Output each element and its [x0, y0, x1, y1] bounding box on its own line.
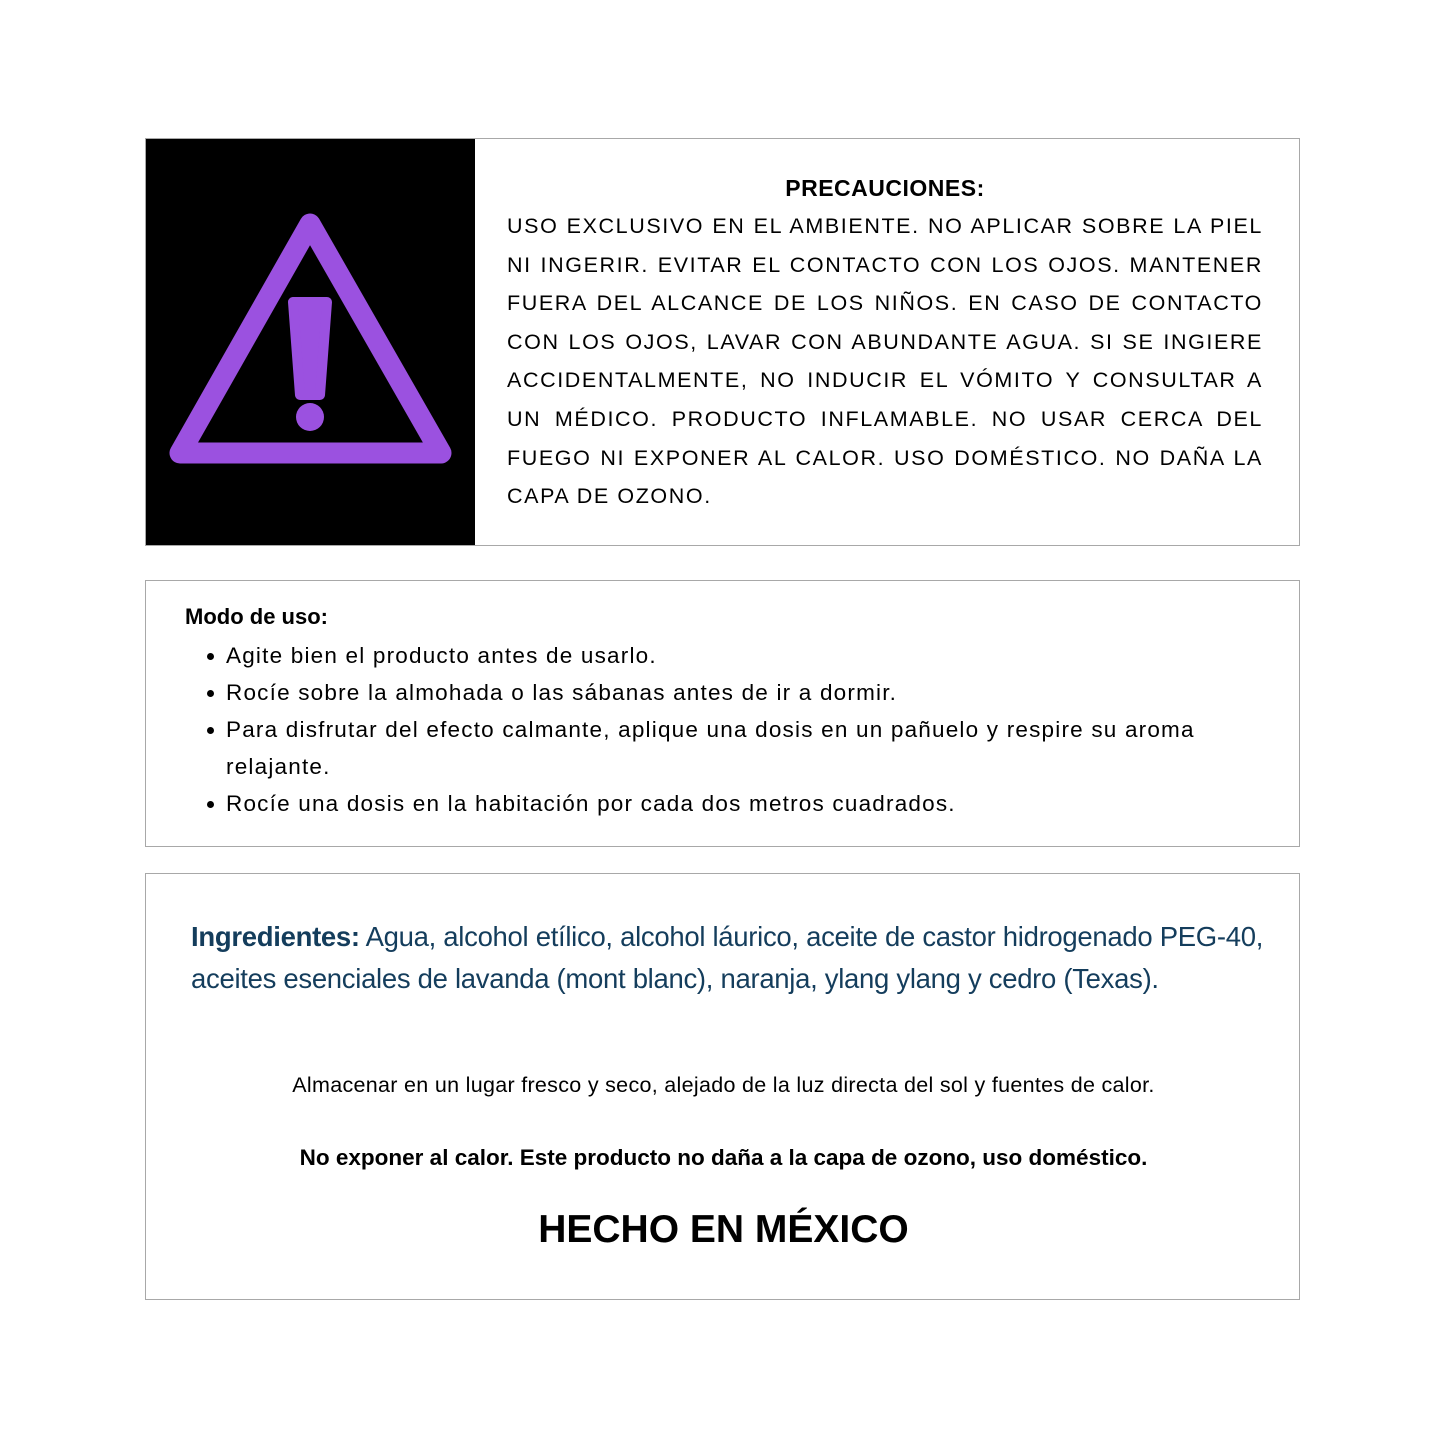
precautions-body: USO EXCLUSIVO EN EL AMBIENTE. NO APLICAR SOBRE LA PIEL NI INGERIR. EVITAR EL CONTACTO CON LOS OJOS. MANTENER FUERA DEL ALCANCE DE LOS NIÑOS. EN CASO DE CONTACTO CON LOS OJOS, LAVAR CON ABUNDANTE AGUA. SI SE INGIERE ACCIDENTALMENTE, NO INDUCIR EL VÓMITO Y CONSULTAR A UN MÉDICO. PRODUCTO INFLAMABLE. NO USAR CERCA DEL FUEGO NI EXPONER AL CALOR. USO DOMÉSTICO. NO DAÑA LA CAPA DE OZONO.: [507, 214, 1263, 509]
warning-box: [146, 139, 475, 545]
warning-triangle-icon: [146, 139, 475, 545]
ingredients-panel: [145, 873, 1300, 1300]
safety-notice: No exponer al calor. Este producto no daña a la capa de ozono, uso doméstico.: [299, 1145, 1148, 1170]
usage-content: [185, 601, 1265, 822]
ingredients-text: [191, 916, 1266, 1000]
precautions-panel: [145, 138, 1300, 546]
usage-list: [185, 637, 1265, 822]
usage-title: Modo de uso:: [185, 604, 328, 629]
list-item: Agite bien el producto antes de usarlo.: [205, 637, 1265, 674]
precautions-text: [507, 173, 1263, 516]
list-item: Rocíe una dosis en la habitación por cada dos metros cuadrados.: [205, 785, 1265, 822]
list-item: Rocíe sobre la almohada o las sábanas antes de ir a dormir.: [205, 674, 1265, 711]
usage-panel: [145, 580, 1300, 847]
ingredients-list: Agua, alcohol etílico, alcohol láurico, aceite de castor hidrogenado PEG-40, aceites esenciales de lavanda (mont blanc), naranja, ylang ylang y cedro (Texas).: [191, 921, 1264, 994]
ingredients-label: Ingredientes:: [191, 921, 360, 952]
origin-label: HECHO EN MÉXICO: [538, 1208, 909, 1251]
precautions-title: PRECAUCIONES:: [785, 175, 985, 201]
storage-instructions: Almacenar en un lugar fresco y seco, alejado de la luz directa del sol y fuentes de calor.: [292, 1073, 1155, 1097]
list-item: Para disfrutar del efecto calmante, aplique una dosis en un pañuelo y respire su aroma relajante.: [205, 711, 1265, 785]
